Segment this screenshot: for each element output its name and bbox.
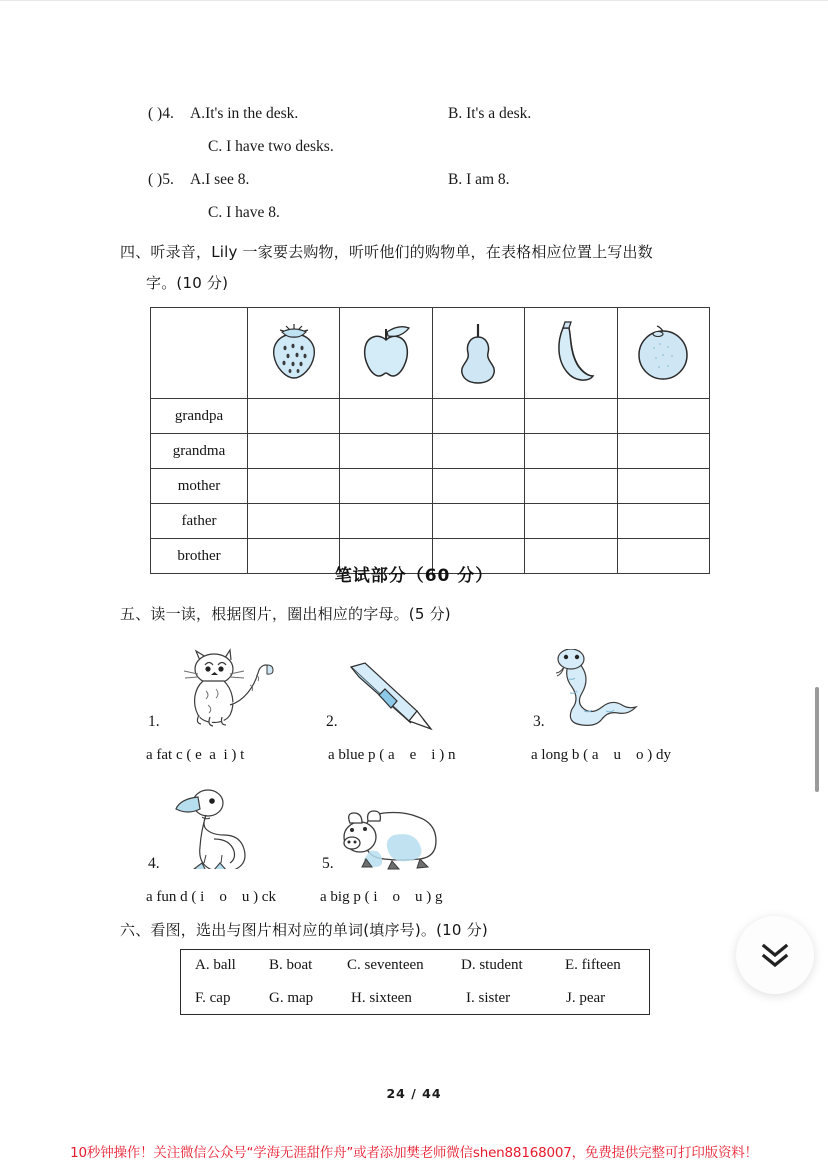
picture-number-4: 4. [148, 855, 160, 872]
picture-slot-1 [168, 647, 278, 734]
picture-number-5: 5. [322, 855, 334, 872]
word-bank-option-h[interactable]: H. sixteen [351, 990, 412, 1006]
picture-slot-4 [168, 787, 268, 874]
word-bank-option-i[interactable]: I. sister [466, 990, 511, 1006]
column-header-apple [340, 308, 432, 399]
strawberry-icon [264, 322, 324, 384]
choice-4-option-b[interactable]: B. It's a desk. [448, 105, 532, 122]
choice-5-option-c[interactable]: C. I have 8. [208, 204, 280, 221]
column-header-orange [617, 308, 709, 399]
orange-icon [632, 322, 694, 384]
column-header-strawberry [248, 308, 340, 399]
promo-banner: 10秒钟操作！关注微信公众号“学海无涯甜作舟”或者添加樊老师微信shen88168007，免费提供完整可打印版资料！ [70, 1145, 758, 1161]
answer-cell[interactable] [340, 504, 432, 539]
word-bank-row-2 [181, 983, 649, 1016]
column-header-banana [525, 308, 617, 399]
word-bank-option-g[interactable]: G. map [269, 990, 314, 1006]
answer-cell[interactable] [432, 504, 524, 539]
choice-5-option-b[interactable]: B. I am 8. [448, 171, 510, 188]
choice-4-option-a[interactable]: A.It's in the desk. [190, 105, 299, 122]
answer-cell[interactable] [617, 434, 709, 469]
answer-cell[interactable] [617, 399, 709, 434]
choice-4-answer-blank[interactable]: ( )4. [148, 105, 174, 122]
picture-slot-2 [345, 661, 445, 736]
section-four-heading [120, 241, 720, 293]
answer-cell[interactable] [617, 504, 709, 539]
row-label-grandma: grandma [151, 434, 248, 469]
word-line-1[interactable]: a fat c ( e a i ) t [146, 747, 245, 763]
row-label-grandpa: grandpa [151, 399, 248, 434]
column-header-pear [432, 308, 524, 399]
page-number: 24 / 44 [386, 1086, 442, 1101]
answer-cell[interactable] [525, 399, 617, 434]
pig-illustration [336, 801, 446, 871]
section-six-heading: 六、看图，选出与图片相对应的单词(填序号)。(10 分) [120, 921, 488, 939]
choice-4-option-c[interactable]: C. I have two desks. [208, 138, 334, 155]
shopping-list-table [150, 307, 710, 574]
row-label-mother: mother [151, 469, 248, 504]
answer-cell[interactable] [432, 399, 524, 434]
picture-slot-3 [550, 649, 660, 736]
word-bank-option-f[interactable]: F. cap [195, 990, 231, 1006]
word-line-4[interactable]: a fun d ( i o u ) ck [146, 889, 276, 905]
answer-cell[interactable] [432, 469, 524, 504]
answer-cell[interactable] [340, 469, 432, 504]
table-row [151, 434, 710, 469]
word-bank-option-j[interactable]: J. pear [566, 990, 606, 1006]
double-chevron-down-icon [758, 940, 792, 970]
picture-number-1: 1. [148, 713, 160, 730]
apple-icon [355, 322, 417, 384]
choice-item-5 [0, 171, 828, 204]
snake-illustration [550, 649, 660, 731]
choice-item-4-option-c-row [0, 138, 828, 171]
picture-number-2: 2. [326, 713, 338, 730]
word-bank-option-c[interactable]: C. seventeen [347, 957, 424, 973]
word-line-3[interactable]: a long b ( a u o ) dy [531, 747, 671, 763]
table-row [151, 399, 710, 434]
answer-cell[interactable] [248, 469, 340, 504]
answer-cell[interactable] [617, 469, 709, 504]
choice-5-answer-blank[interactable]: ( )5. [148, 171, 174, 188]
word-bank-option-e[interactable]: E. fifteen [565, 957, 621, 973]
word-bank-option-d[interactable]: D. student [461, 957, 523, 973]
cat-illustration [168, 647, 278, 729]
answer-cell[interactable] [248, 434, 340, 469]
answer-cell[interactable] [525, 504, 617, 539]
answer-cell[interactable] [248, 504, 340, 539]
word-line-5[interactable]: a big p ( i o u ) g [320, 889, 443, 905]
word-bank-row-1 [181, 950, 649, 983]
table-row [151, 469, 710, 504]
scroll-down-button[interactable] [736, 916, 814, 994]
choice-item-5-option-c-row [0, 204, 828, 237]
table-corner-cell [151, 308, 248, 399]
table-header-row [151, 308, 710, 399]
answer-cell[interactable] [340, 399, 432, 434]
picture-number-3: 3. [533, 713, 545, 730]
duck-illustration [168, 787, 268, 869]
section-four-heading-line2: 字。(10 分) [146, 274, 229, 292]
pear-icon [450, 321, 506, 385]
answer-cell[interactable] [340, 434, 432, 469]
picture-slot-5 [336, 801, 446, 876]
word-bank-option-b[interactable]: B. boat [269, 957, 313, 973]
answer-cell[interactable] [432, 434, 524, 469]
scrollbar-track[interactable] [816, 1, 825, 1172]
banana-icon [543, 320, 599, 386]
row-label-father: father [151, 504, 248, 539]
pen-illustration [345, 661, 445, 731]
row-label-brother: brother [151, 539, 248, 574]
section-five-heading: 五、读一读，根据图片，圈出相应的字母。(5 分) [120, 605, 451, 623]
section-four-heading-line1: 四、听录音，Lily 一家要去购物，听听他们的购物单，在表格相应位置上写出数 [120, 243, 653, 261]
answer-cell[interactable] [525, 469, 617, 504]
written-part-title: 笔试部分（60 分） [334, 566, 494, 586]
listening-choices-group [0, 105, 828, 237]
choice-item-4 [0, 105, 828, 138]
word-bank-box [180, 949, 650, 1015]
answer-cell[interactable] [525, 434, 617, 469]
word-line-2[interactable]: a blue p ( a e i ) n [328, 747, 456, 763]
choice-5-option-a[interactable]: A.I see 8. [190, 171, 250, 188]
word-bank-option-a[interactable]: A. ball [195, 957, 236, 973]
table-row [151, 504, 710, 539]
answer-cell[interactable] [248, 399, 340, 434]
scrollbar-thumb[interactable] [815, 687, 819, 792]
